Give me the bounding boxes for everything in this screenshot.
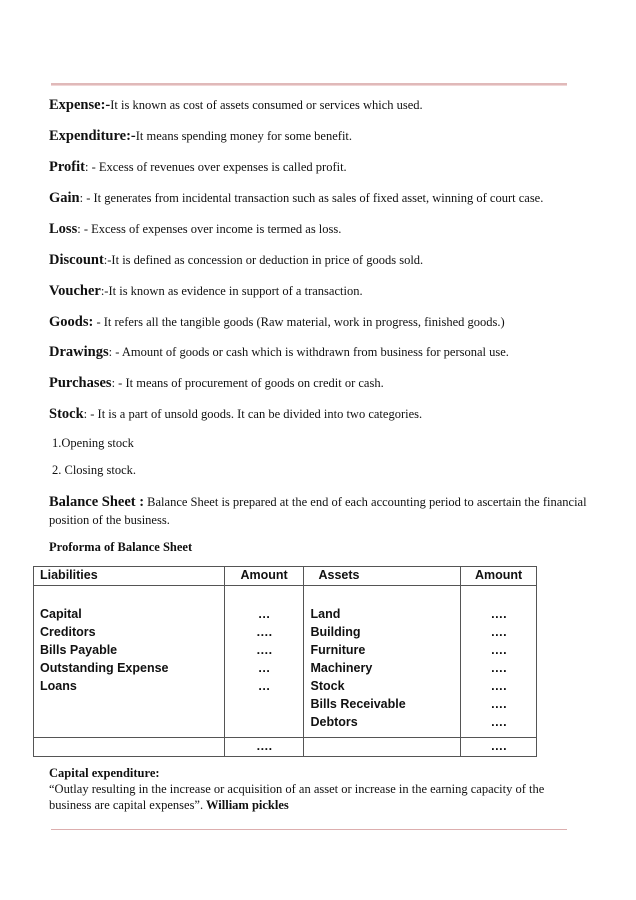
table-header-row bbox=[34, 567, 537, 586]
table-body-row bbox=[34, 586, 537, 738]
definition-stock: Stock: - It is a part of unsold goods. It can be divided into two categories. bbox=[49, 406, 423, 422]
asset-amount: …. bbox=[490, 607, 507, 621]
definition-drawings: Drawings: - Amount of goods or cash which is withdrawn from business for personal use. bbox=[49, 344, 509, 360]
asset-amount: …. bbox=[490, 643, 507, 657]
asset-amounts-cell bbox=[461, 586, 537, 738]
liability-loans: Loans bbox=[40, 679, 77, 693]
capital-expenditure-heading: Capital expenditure: bbox=[49, 766, 160, 780]
capital-expenditure-section bbox=[49, 765, 589, 813]
asset-building: Building bbox=[310, 625, 361, 639]
proforma-title: Proforma of Balance Sheet bbox=[49, 540, 193, 554]
asset-amount: …. bbox=[490, 715, 507, 729]
quote-text: “Outlay resulting in the increase or acquisition of an asset or increase in the earning capacity of the business are capital expenses”. bbox=[49, 782, 545, 812]
asset-amount: …. bbox=[490, 679, 507, 693]
definition-voucher: Voucher:-It is known as evidence in support of a transaction. bbox=[49, 283, 363, 299]
total-empty-cell bbox=[34, 738, 225, 757]
header-amount-assets: Amount bbox=[461, 567, 537, 586]
stock-category-closing: 2. Closing stock. bbox=[52, 463, 137, 477]
definition-loss: Loss: - Excess of expenses over income is termed as loss. bbox=[49, 221, 342, 237]
asset-bills-receivable: Bills Receivable bbox=[310, 697, 406, 711]
asset-amount: …. bbox=[490, 697, 507, 711]
asset-stock: Stock bbox=[310, 679, 345, 693]
liability-amount: … bbox=[257, 679, 271, 693]
top-divider bbox=[51, 83, 567, 85]
header-liabilities: Liabilities bbox=[34, 567, 225, 586]
assets-cell bbox=[304, 586, 461, 738]
definition-expense: Expense:-It is known as cost of assets consumed or services which used. bbox=[49, 97, 423, 113]
asset-machinery: Machinery bbox=[310, 661, 373, 675]
balance-sheet-definition: Balance Sheet : Balance Sheet is prepared at the end of each accounting period to ascertain the financial position of the business. bbox=[49, 494, 587, 527]
definition-expenditure: Expenditure:-It means spending money for some benefit. bbox=[49, 128, 353, 144]
asset-furniture: Furniture bbox=[310, 643, 366, 657]
asset-debtors: Debtors bbox=[310, 715, 358, 729]
total-assets: …. bbox=[461, 738, 537, 757]
asset-amount: …. bbox=[490, 661, 507, 675]
liability-amounts-cell bbox=[224, 586, 304, 738]
total-liabilities: …. bbox=[224, 738, 304, 757]
stock-category-opening: 1.Opening stock bbox=[52, 436, 134, 450]
liability-creditors: Creditors bbox=[40, 625, 96, 639]
liabilities-cell bbox=[34, 586, 225, 738]
asset-land: Land bbox=[310, 607, 341, 621]
liability-amount: …. bbox=[256, 625, 273, 639]
definition-gain: Gain: - It generates from incidental transaction such as sales of fixed asset, winning of court case. bbox=[49, 190, 544, 206]
asset-amount: …. bbox=[490, 625, 507, 639]
capital-expenditure-quote bbox=[49, 781, 589, 813]
bottom-divider bbox=[51, 829, 567, 830]
table-total-row bbox=[34, 738, 537, 757]
liability-capital: Capital bbox=[40, 607, 82, 621]
liability-bills-payable: Bills Payable bbox=[40, 643, 118, 657]
liability-amount: …. bbox=[256, 643, 273, 657]
definition-purchases: Purchases: - It means of procurement of goods on credit or cash. bbox=[49, 375, 384, 391]
header-amount-liabilities: Amount bbox=[224, 567, 304, 586]
quote-author: William pickles bbox=[203, 798, 289, 812]
definition-profit: Profit: - Excess of revenues over expenses is called profit. bbox=[49, 159, 347, 175]
definition-goods: Goods: - It refers all the tangible goods (Raw material, work in progress, finished goods.) bbox=[49, 314, 505, 330]
total-empty-cell bbox=[304, 738, 461, 757]
header-assets: Assets bbox=[304, 567, 461, 586]
balance-sheet-table bbox=[33, 566, 537, 757]
liability-amount: … bbox=[257, 661, 271, 675]
liability-amount: … bbox=[257, 607, 271, 621]
liability-outstanding-expense: Outstanding Expense bbox=[40, 661, 169, 675]
definition-discount: Discount:-It is defined as concession or deduction in price of goods sold. bbox=[49, 252, 424, 268]
